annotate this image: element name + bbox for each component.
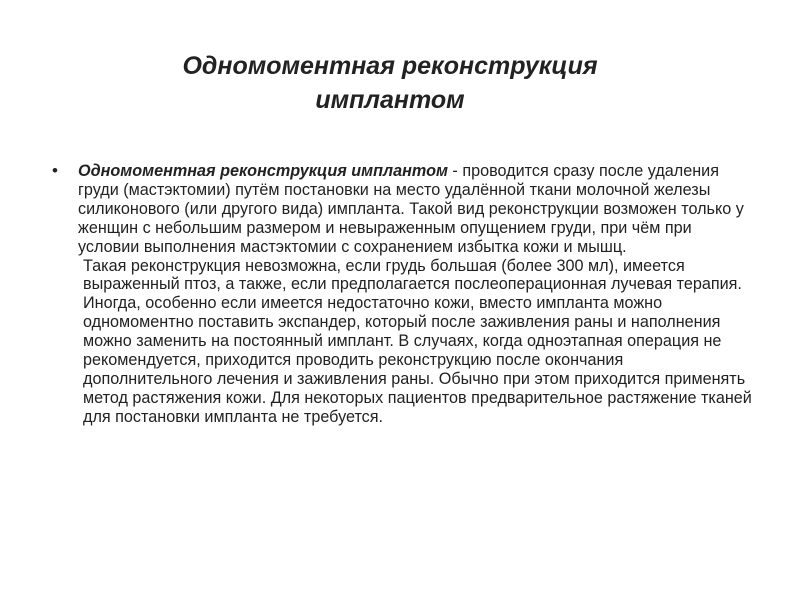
paragraph-2: Такая реконструкция невозможна, если грудь большая (более 300 мл), имеется выраженный птоз, а также, если предполагается послеоперационная лучевая терапия. [83,256,742,294]
bullet-icon: • [52,161,58,180]
paragraph-1 [78,162,752,257]
bullet-body [78,162,752,427]
slide-title-line-1: Одномоментная реконструкция [182,52,598,80]
slide-title [70,49,710,117]
bullet-item [52,162,752,427]
paragraph-3: Иногда, особенно если имеется недостаточно кожи, вместо импланта можно одномоментно поставить экспандер, который после заживления раны и наполнения можно заменить на постоянный имплант. В случаях, когда одноэтапная операция не рекомендуется, приходится проводить реконструкцию после окончания дополнительного лечения и заживления раны. Обычно при этом приходится применять метод растяжения кожи. Для некоторых пациентов предварительное растяжение тканей для постановки импланта не требуется. [83,294,752,426]
paragraph-1-rest: - проводится сразу после удаления груди (мастэктомии) путём постановки на место удалённой ткани молочной железы силиконового (или другого вида) импланта. Такой вид реконструкции возможен только у женщин с небольшим размером и невыраженным опущением груди, при чём при условии выполнения мастэктомии с сохранением избытка кожи и мышц. [78,162,744,256]
paragraph-1-lead: Одномоментная реконструкция имплантом [78,162,448,180]
slide-title-line-2: имплантом [315,86,465,114]
